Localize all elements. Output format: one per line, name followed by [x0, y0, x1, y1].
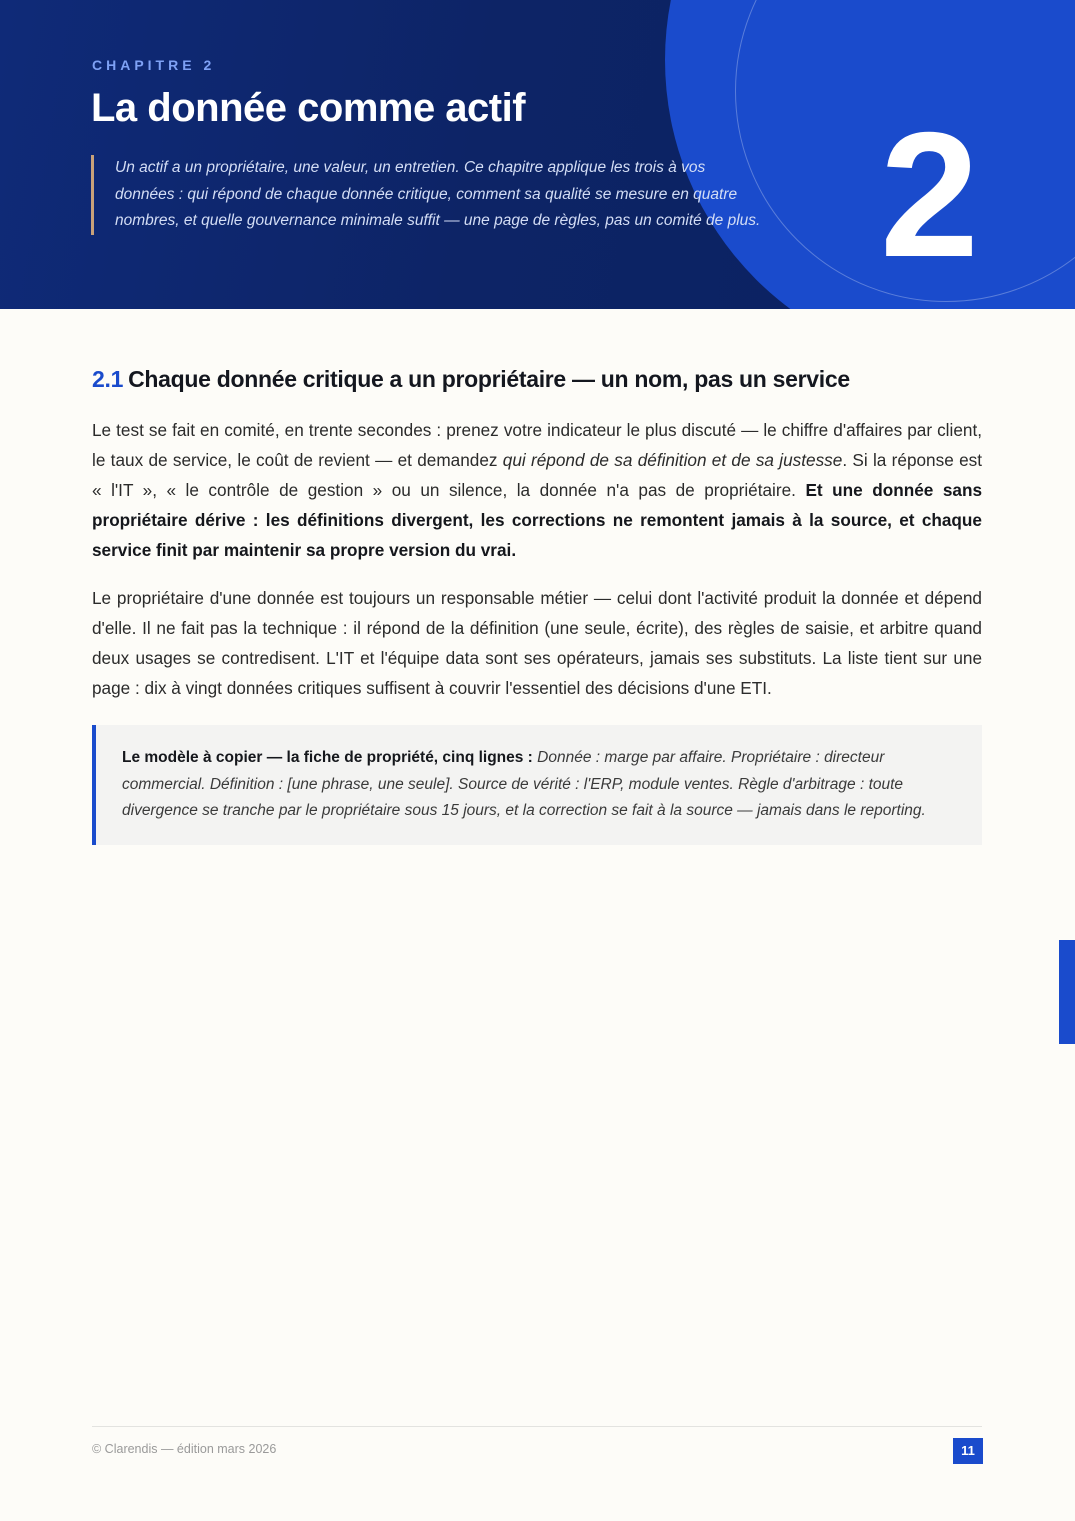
chapter-header [0, 0, 1075, 309]
paragraph-1-strong: Et une donnée sans propriétaire dérive : les définitions divergent, les corrections ne remontent jamais à la source, et chaque service finit par maintenir sa propre version du vrai. [92, 480, 983, 560]
callout-label: Le modèle à copier — la fiche de propriété, cinq lignes : [122, 749, 533, 766]
callout-text: Donnée : marge par affaire. Propriétaire : directeur commercial. Définition : [une phrase, une seule]. Source de vérité : l'ERP, module ventes. Règle d'arbitrage : toute divergence se tranche par le propriétaire sous 15 jours, et la correction se fait à la source — jamais dans le reporting. [122, 749, 926, 819]
section-heading [92, 362, 982, 396]
paragraph-1 [92, 415, 982, 565]
footer-copyright: © Clarendis — édition mars 2026 [92, 1442, 277, 1456]
paragraph-1-text-b: . Si la réponse est « l'IT », « le contrôle de gestion » ou un silence, la donnée n'a pas de propriétaire. [92, 450, 982, 500]
paragraph-1-emphasis: qui répond de sa définition et de sa justesse [502, 450, 843, 470]
paragraph-2: Le propriétaire d'une donnée est toujours un responsable métier — celui dont l'activité produit la donnée et dépend d'elle. Il ne fait pas la technique : il répond de la définition (une seule, écrite), des règles de saisie, et arbitre quand deux usages se contredisent. L'IT et l'équipe data sont ses opérateurs, jamais ses substituts. La liste tient sur une page : dix à vingt données critiques suffisent à couvrir l'essentiel des décisions d'une ETI. [92, 588, 982, 698]
chapter-lede: Un actif a un propriétaire, une valeur, un entretien. Ce chapitre applique les trois à vos données : qui répond de chaque donnée critique, comment sa qualité se mesure en quatre nombres, et quelle gouvernance minimale suffit — une page de règles, pas un comité de plus. [91, 155, 765, 235]
page-number-badge: 11 [953, 1438, 983, 1464]
chapter-number: 2 [880, 95, 979, 294]
section-number: 2.1 [92, 366, 124, 392]
main-content [92, 362, 982, 845]
footer-divider [92, 1426, 982, 1427]
chapter-side-tab [1059, 940, 1075, 1044]
paragraph-1-text-a: Le test se fait en comité, en trente secondes : prenez votre indicateur le plus discuté — le chiffre d'affaires par client, le taux de service, le coût de revient — et demandez [92, 420, 982, 470]
template-callout [92, 725, 982, 845]
section-title: Chaque donnée critique a un propriétaire — un nom, pas un service [128, 366, 850, 392]
chapter-title: La donnée comme actif [91, 86, 526, 130]
chapter-kicker: CHAPITRE 2 [92, 57, 216, 73]
